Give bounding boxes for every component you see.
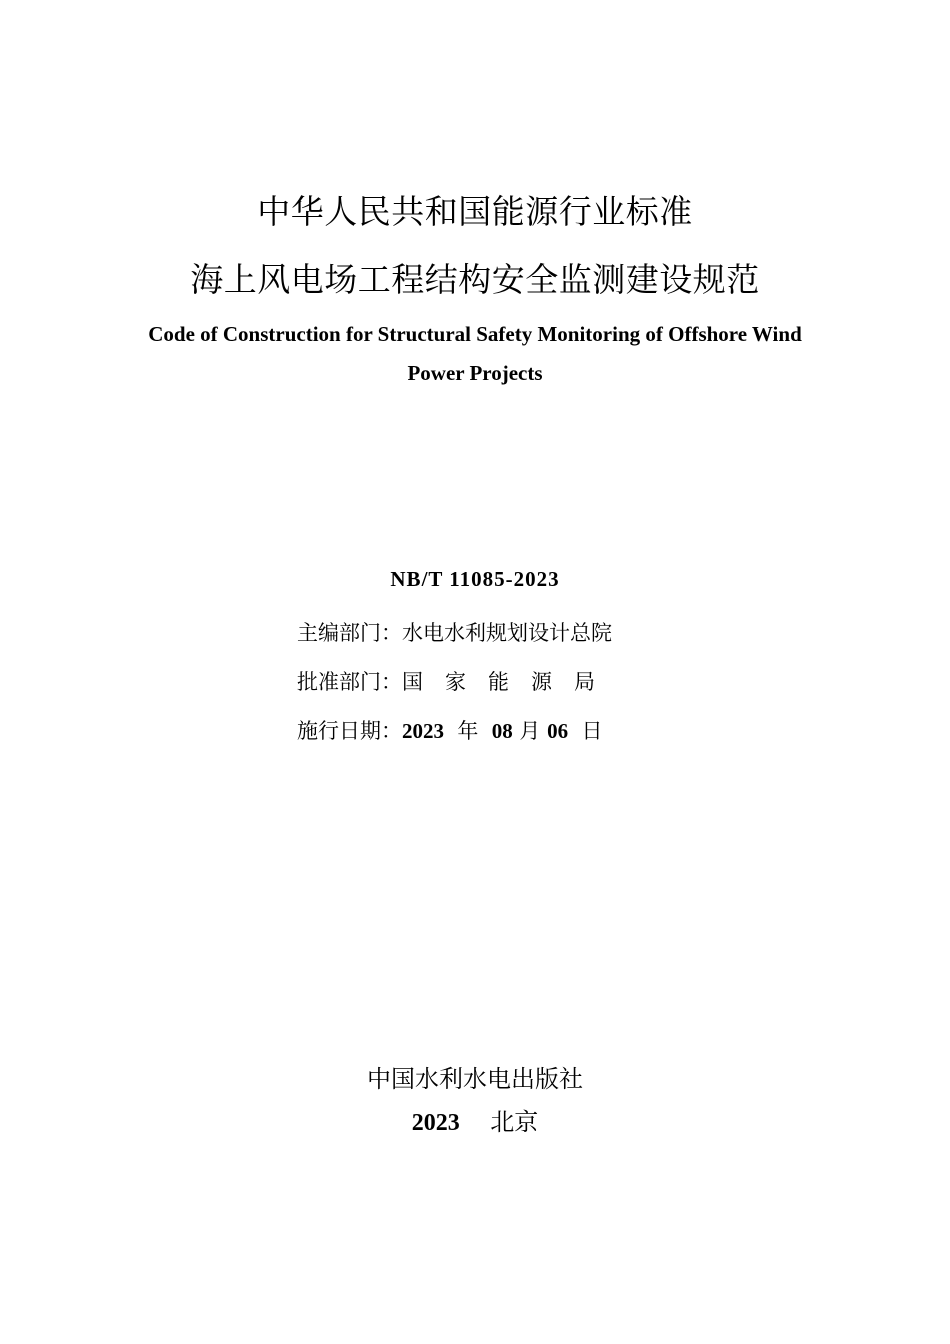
- title-en-line1: Code of Construction for Structural Safety Monitoring of Offshore Wind: [148, 322, 802, 346]
- publish-year: 2023: [411, 1110, 460, 1136]
- date-year: 2023: [402, 719, 444, 743]
- approver-value: 国家能源局: [402, 670, 617, 694]
- publisher: 中国水利水电出版社: [367, 1065, 583, 1093]
- effective-date-line: [297, 715, 602, 745]
- approver-line: [297, 666, 617, 696]
- title-en-line2: Power Projects: [407, 361, 543, 385]
- date-day: 06: [547, 719, 569, 743]
- title-zh-line2: 海上风电场工程结构安全监测建设规范: [190, 260, 760, 299]
- editor-label: 主编部门：: [297, 621, 402, 645]
- standard-code: NB/T 11085-2023: [390, 567, 560, 591]
- approver-label: 批准部门：: [297, 670, 402, 694]
- date-year-unit: 年: [457, 719, 479, 743]
- date-label: 施行日期：: [297, 719, 402, 743]
- editor-value: 水电水利规划设计总院: [402, 621, 612, 645]
- date-month: 08: [491, 719, 513, 743]
- publish-line: [0, 1102, 950, 1137]
- editor-line: [297, 617, 612, 647]
- publish-city: 北京: [490, 1108, 539, 1136]
- date-day-unit: 日: [581, 719, 603, 743]
- date-month-unit: 月: [519, 719, 541, 743]
- title-zh-line1: 中华人民共和国能源行业标准: [257, 192, 693, 231]
